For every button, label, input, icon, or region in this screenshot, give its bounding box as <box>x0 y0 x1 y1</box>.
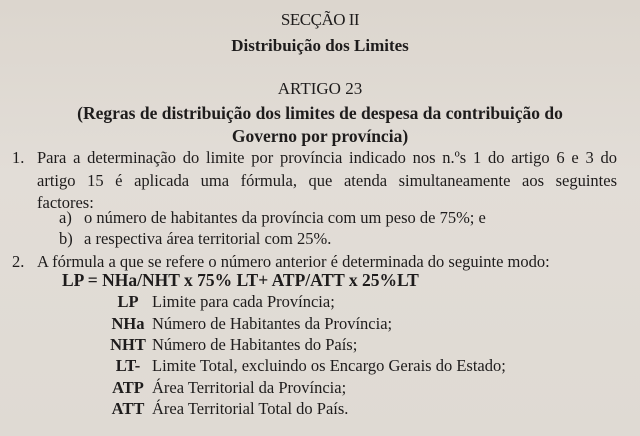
definition-text-att: Área Territorial Total do País. <box>152 399 349 418</box>
item-1-line-1: Para a determinação do limite por província indicado nos n.ºs 1 do artigo 6 e 3 do <box>37 148 617 167</box>
item-1-number: 1. <box>12 148 25 167</box>
item-2-number: 2. <box>12 252 25 271</box>
subitem-b-label: b) <box>59 229 73 248</box>
subitem-a-label: a) <box>59 208 72 227</box>
definition-text-lp: Limite para cada Província; <box>152 292 335 311</box>
definition-text-lt: Limite Total, excluindo os Encargo Gerais do Estado; <box>152 356 506 375</box>
item-2-line-1: A fórmula a que se refere o número anterior é determinada do seguinte modo: <box>37 252 550 271</box>
definition-code-lp: LP <box>117 292 139 311</box>
definition-text-nha: Número de Habitantes da Província; <box>152 314 393 333</box>
definition-code-nht: NHT <box>110 335 146 354</box>
definition-text-nht: Número de Habitantes do País; <box>152 335 358 354</box>
subitem-a-text: o número de habitantes da província com um peso de 75%; e <box>84 208 486 227</box>
definition-code-lt: LT- <box>115 356 141 375</box>
definition-code-atp: ATP <box>112 378 144 397</box>
item-1-line-3: factores: <box>37 193 94 212</box>
article-title-line-1: (Regras de distribuição dos limites de despesa da contribuição do <box>77 103 563 123</box>
definition-text-atp: Área Territorial da Província; <box>152 378 347 397</box>
section-title: Distribuição dos Limites <box>231 36 409 55</box>
formula: LP = NHa/NHT x 75% LT+ ATP/ATT x 25%LT <box>62 270 419 290</box>
definition-code-att: ATT <box>111 399 145 418</box>
item-1-line-2: artigo 15 é aplicada uma fórmula, que atenda simultaneamente aos seguintes <box>37 171 617 190</box>
subitem-b-text: a respectiva área territorial com 25%. <box>84 229 332 248</box>
section-label: SECÇÃO II <box>280 10 360 29</box>
definition-code-nha: NHa <box>111 314 145 333</box>
article-title-line-2: Governo por província) <box>231 126 409 146</box>
article-label: ARTIGO 23 <box>277 79 363 98</box>
